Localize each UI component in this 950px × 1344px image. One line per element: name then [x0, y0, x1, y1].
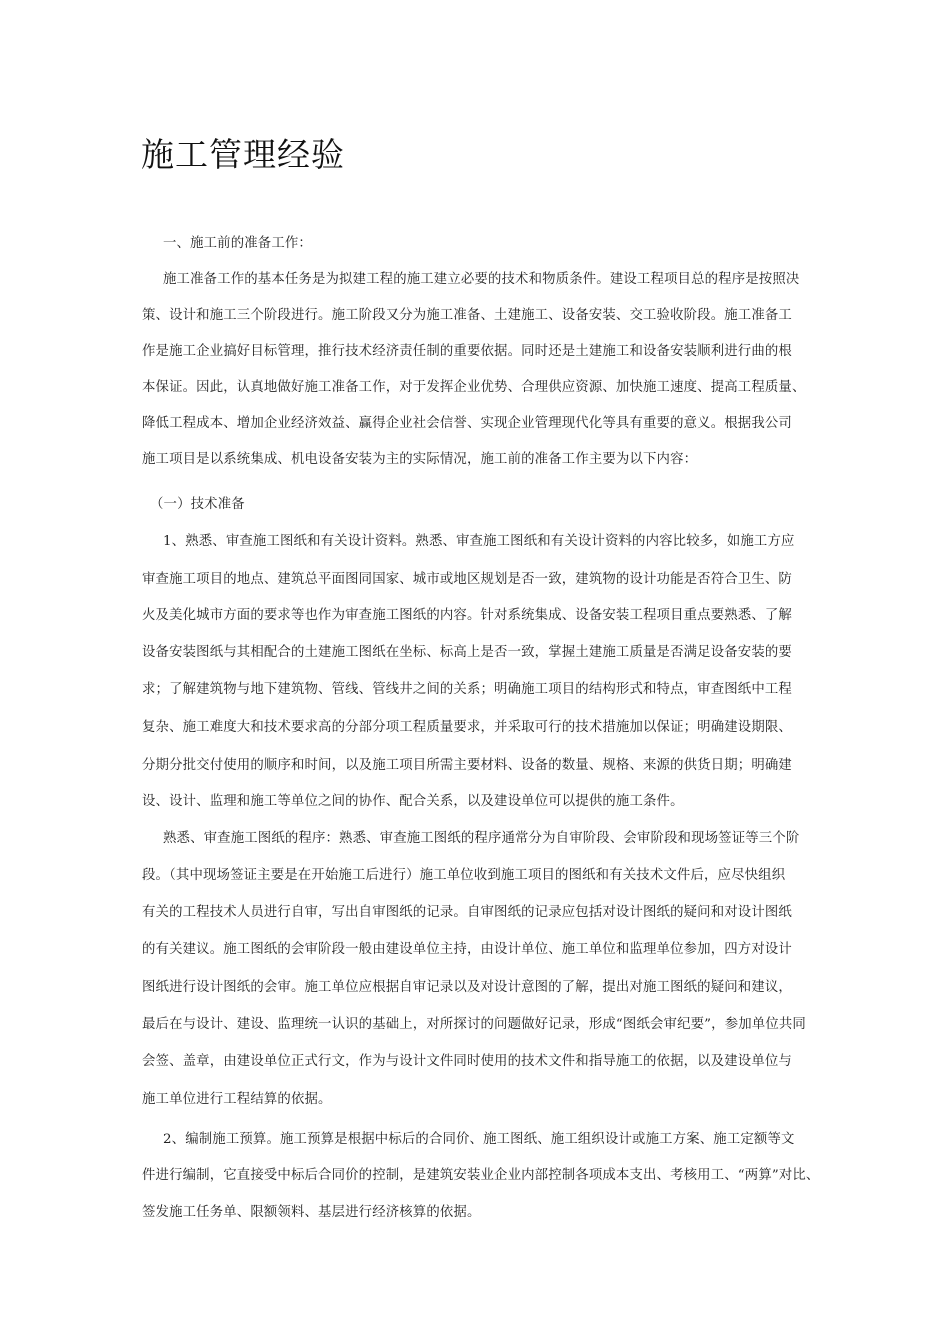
paragraph-line: 设、设计、监理和施工等单位之间的协作、配合关系，以及建设单位可以提供的施工条件。	[142, 794, 684, 809]
paragraph-line: 策、设计和施工三个阶段进行。施工阶段又分为施工准备、土建施工、设备安装、交工验收阶段。施工准备工	[142, 308, 792, 323]
paragraph-line: 1、熟悉、审查施工图纸和有关设计资料。熟悉、审查施工图纸和有关设计资料的内容比较多，如施工方应	[163, 534, 795, 549]
paragraph-line: 件进行编制，它直接受中标后合同价的控制，是建筑安装业企业内部控制各项成本支出、考核用工、“两算”对比、	[142, 1168, 820, 1183]
paragraph-line: 分期分批交付使用的顺序和时间，以及施工项目所需主要材料、设备的数量、规格、来源的供货日期；明确建	[142, 758, 792, 773]
paragraph-line: 设备安装图纸与其相配合的土建施工图纸在坐标、标高上是否一致，掌握土建施工质量是否满足设备安装的要	[142, 645, 792, 660]
paragraph-line: 最后在与设计、建设、监理统一认识的基础上，对所探讨的问题做好记录，形成“图纸会审纪要”，参加单位共同	[142, 1017, 806, 1032]
paragraph-line: 复杂、施工难度大和技术要求高的分部分项工程质量要求，并采取可行的技术措施加以保证；明确建设期限、	[142, 720, 792, 735]
paragraph-line: 有关的工程技术人员进行自审，写出自审图纸的记录。自审图纸的记录应包括对设计图纸的疑问和对设计图纸	[142, 905, 792, 920]
paragraph-line: 审查施工项目的地点、建筑总平面图同国家、城市或地区规划是否一致，建筑物的设计功能是否符合卫生、防	[142, 572, 792, 587]
paragraph-line: 火及美化城市方面的要求等也作为审查施工图纸的内容。针对系统集成、设备安装工程项目重点要熟悉、了解	[142, 608, 792, 623]
paragraph-line: 本保证。因此，认真地做好施工准备工作，对于发挥企业优势、合理供应资源、加快施工速度、提高工程质量、	[142, 380, 806, 395]
paragraph-line: 段。（其中现场签证主要是在开始施工后进行）施工单位收到施工项目的图纸和有关技术文件后，应尽快组织	[142, 868, 786, 883]
paragraph-line: 图纸进行设计图纸的会审。施工单位应根据自审记录以及对设计意图的了解，提出对施工图纸的疑问和建议，	[142, 980, 792, 995]
paragraph-line: 施工项目是以系统集成、机电设备安装为主的实际情况，施工前的准备工作主要为以下内容：	[142, 452, 698, 467]
paragraph-line: 降低工程成本、增加企业经济效益、赢得企业社会信誉、实现企业管理现代化等具有重要的意义。根据我公司	[142, 416, 792, 431]
paragraph-line: 施工单位进行工程结算的依据。	[142, 1092, 332, 1107]
document-title: 施工管理经验	[141, 135, 345, 174]
paragraph-line: 作是施工企业搞好目标管理，推行技术经济责任制的重要依据。同时还是土建施工和设备安装顺利进行曲的根	[142, 344, 792, 359]
paragraph-line: 2、编制施工预算。施工预算是根据中标后的合同价、施工图纸、施工组织设计或施工方案、施工定额等文	[163, 1132, 795, 1147]
paragraph-line: 的有关建议。施工图纸的会审阶段一般由建设单位主持，由设计单位、施工单位和监理单位参加，四方对设计	[142, 942, 792, 957]
paragraph-line: 签发施工任务单、限额领料、基层进行经济核算的依据。	[142, 1205, 481, 1220]
paragraph-line: 求；了解建筑物与地下建筑物、管线、管线井之间的关系；明确施工项目的结构形式和特点，审查图纸中工程	[142, 682, 792, 697]
subsection-heading: （一）技术准备	[150, 497, 245, 512]
section-heading-1: 一、施工前的准备工作：	[163, 236, 312, 251]
paragraph-line: 施工准备工作的基本任务是为拟建工程的施工建立必要的技术和物质条件。建设工程项目总的程序是按照决	[163, 272, 800, 287]
paragraph-line: 会签、盖章，由建设单位正式行文，作为与设计文件同时使用的技术文件和指导施工的依据，以及建设单位与	[142, 1054, 792, 1069]
paragraph-line: 熟悉、审查施工图纸的程序：熟悉、审查施工图纸的程序通常分为自审阶段、会审阶段和现场签证等三个阶	[163, 831, 800, 846]
